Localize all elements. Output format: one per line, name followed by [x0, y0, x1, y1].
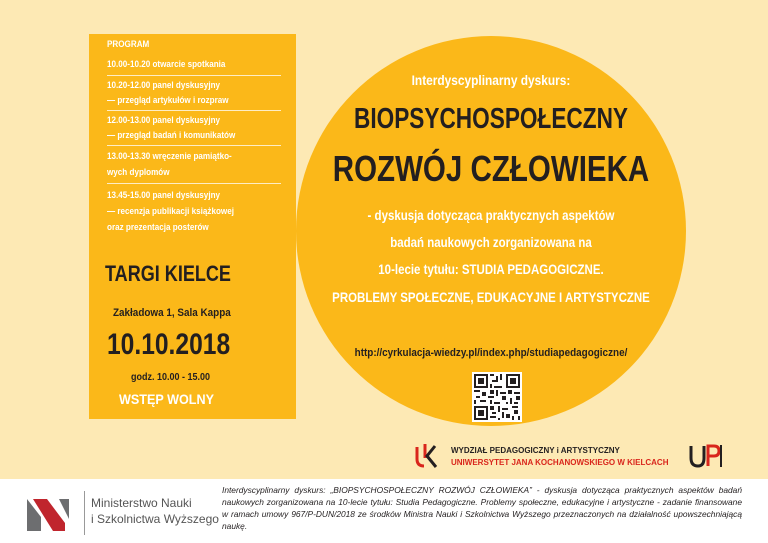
program-item-4: 13.00-13.30 wręczenie pamiątko- — [107, 151, 232, 161]
footer — [0, 479, 768, 543]
university-name: UNIWERSYTET JANA KOCHANOWSKIEGO W KIELCACH — [451, 458, 669, 467]
program-divider — [107, 145, 281, 146]
program-item-5: 13.45-15.00 panel dyskusyjny — [107, 190, 221, 200]
event-title-line1: BIOPSYCHOSPOŁECZNY — [354, 103, 628, 135]
program-item-5-detail: — recenzja publikacji książkowej — [107, 206, 234, 216]
event-title-line2: ROZWÓJ CZŁOWIEKA — [332, 148, 650, 189]
venue-name: TARGI KIELCE — [105, 261, 231, 286]
free-entry-label: WSTĘP WOLNY — [119, 391, 214, 407]
faculty-name: WYDZIAŁ PEDAGOGICZNY i ARTYSTYCZNY — [451, 446, 620, 455]
event-url-link[interactable]: http://cyrkulacja-wiedzy.pl/index.php/studiapedagogiczne/ — [354, 347, 628, 359]
ministry-name-line1: Ministerstwo Nauki — [91, 496, 192, 510]
ministry-name-line2: i Szkolnictwa Wyższego — [91, 512, 219, 526]
event-date: 10.10.2018 — [107, 328, 231, 361]
qr-code-icon[interactable] — [472, 372, 522, 422]
program-item-3: 12.00-13.00 panel dyskusyjny — [107, 115, 221, 125]
event-description-line3: 10-lecie tytułu: STUDIA PEDAGOGICZNE. — [378, 261, 604, 277]
event-intro: Interdyscyplinarny dyskurs: — [411, 72, 571, 88]
ujk-logo-icon — [412, 441, 442, 471]
headline-circle — [296, 36, 686, 426]
program-item-3-detail: — przegląd badań i komunikatów — [107, 130, 236, 140]
ministry-logo-icon — [25, 495, 79, 533]
event-description-line2: badań naukowych zorganizowana na — [390, 234, 592, 250]
program-divider — [107, 75, 281, 76]
event-hours: godz. 10.00 - 15.00 — [131, 372, 211, 383]
footer-divider — [84, 491, 85, 535]
venue-address: Zakładowa 1, Sala Kappa — [113, 307, 231, 319]
program-item-1: 10.00-10.20 otwarcie spotkania — [107, 59, 226, 69]
program-divider — [107, 183, 281, 184]
program-item-2-detail: — przegląd artykułów i rozpraw — [107, 95, 229, 105]
program-panel — [89, 34, 296, 419]
event-description-line1: - dyskusja dotycząca praktycznych aspektów — [367, 207, 615, 223]
event-description-line4: PROBLEMY SPOŁECZNE, EDUKACYJNE I ARTYSTYCZNE — [332, 289, 650, 305]
wpia-logo-icon — [688, 441, 726, 471]
program-item-5-detail-2: oraz prezentacja posterów — [107, 222, 209, 232]
program-item-4-detail: wych dyplomów — [107, 167, 170, 177]
program-heading: PROGRAM — [107, 39, 150, 49]
funding-note: Interdyscyplinarny dyskurs: „BIOPSYCHOSPOŁECZNY ROZWÓJ CZŁOWIEKA” - dyskusja dotycząca praktycznych aspektów badań naukowych zorganizowana na 10-lecie tytułu: Studia Pedagogiczne. Problemy społeczne, edukacyjne i artystyczne - zadanie finansowane w ramach umowy 967/P-DUN/2018 ze środków Ministra Nauki i Szkolnictwa Wyższego przeznaczonych na działalność upowszechniającą naukę. — [222, 485, 742, 531]
program-item-2: 10.20-12.00 panel dyskusyjny — [107, 80, 221, 90]
program-divider — [107, 110, 281, 111]
